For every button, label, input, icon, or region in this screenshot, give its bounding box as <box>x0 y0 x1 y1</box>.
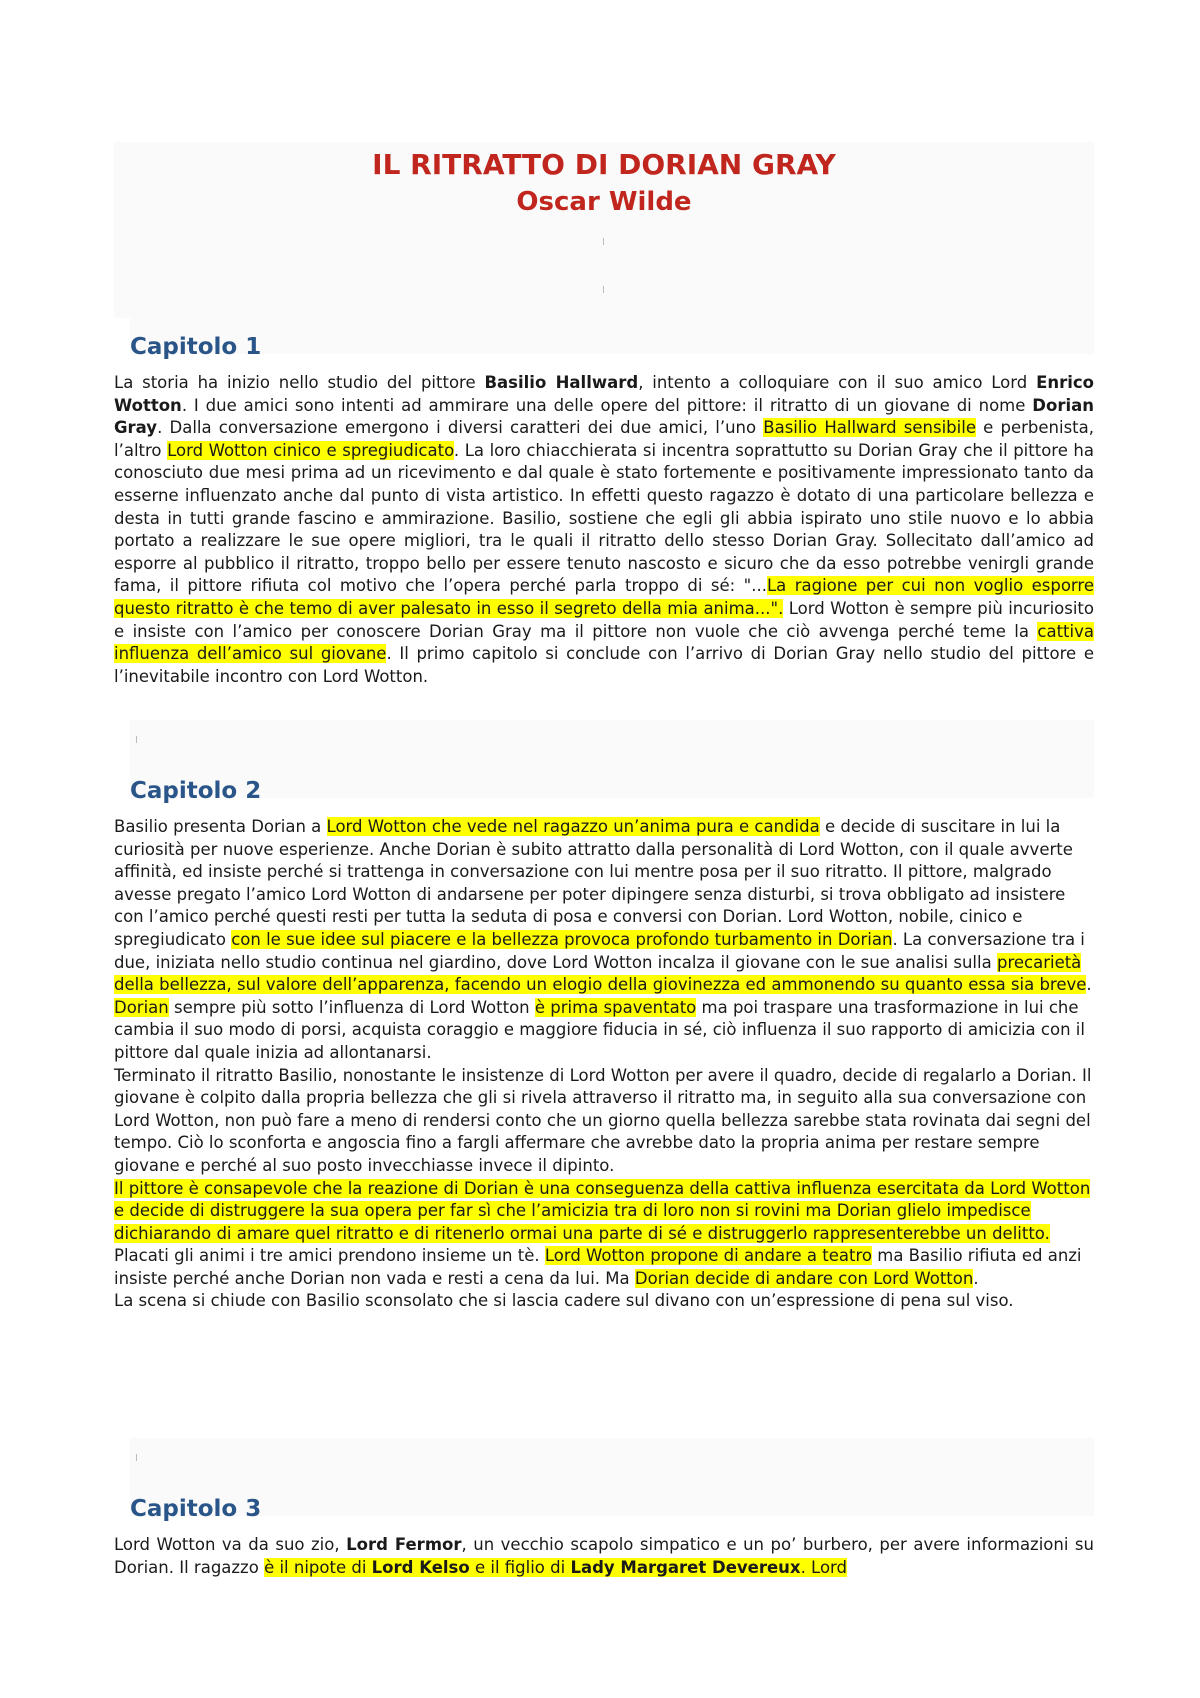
title-block <box>114 142 1094 318</box>
highlighted-text: precarietà della bellezza, sul valore dell’apparenza, facendo un elogio della giovinezza ed ammonendo su quanto essa sia breve <box>114 952 1087 995</box>
text-run: Placati gli animi i tre amici prendono insieme un tè. <box>114 1246 545 1266</box>
heading-band <box>130 1480 1094 1516</box>
bold-name: Basilio Hallward <box>484 373 639 392</box>
highlighted-text: Lord Wotton propone di andare a teatro <box>544 1246 872 1266</box>
document-title: IL RITRATTO DI DORIAN GRAY <box>372 148 836 181</box>
highlighted-text: Lord Wotton che vede nel ragazzo un’anima pura e candida <box>326 817 820 836</box>
highlighted-text: e il figlio di <box>469 1557 571 1577</box>
text-run: ma Basilio rifiuta ed anzi insiste perché anche Dorian non vada e resti a cena da lui. Ma <box>114 1246 1082 1288</box>
highlighted-text: è prima spaventato <box>534 997 697 1017</box>
heading-band <box>130 762 1094 798</box>
highlighted-text: Basilio Hallward sensibile <box>763 418 976 438</box>
highlighted-text: cattiva influenza dell’amico sul giovane <box>114 621 1094 664</box>
spacer-mark <box>136 1454 137 1461</box>
text-run: . <box>973 1268 979 1288</box>
text-run: e decide di suscitare in lui la curiosità per nuove esperienze. Anche Dorian è subito attratto dalla personalità di Lord Wotton, con il quale avverte affinità, ed insiste perché si trattenga in conversazione con lui mentre posa per il suo ritratto. Il pittore, malgrado avesse pregato l’amico Lord Wotton di andarsene per poter dipingere senza disturbi, si trova obbligato ad insistere con l’amico perché questi resti per tutta la seduta di posa e conversi con Dorian. Lord Wotton, nobile, cinico e spregiudicato <box>114 817 1073 949</box>
text-run: . Dalla conversazione emergono i diversi caratteri dei due amici, l’uno <box>157 418 764 438</box>
text-run: . Il primo capitolo si conclude con l’arrivo di Dorian Gray nello studio del pittore e l’inevitabile incontro con Lord Wotton. <box>114 644 1094 686</box>
chapter-text <box>114 816 1094 1313</box>
text-run: ma poi traspare una trasformazione in lui che cambia il suo modo di porsi, acquista coraggio e maggiore fiducia in sé, ciò influenza il suo rapporto di amicizia con il pittore dal quale inizia ad allontanarsi. <box>114 997 1085 1062</box>
section-spacer <box>130 720 1094 762</box>
text-run: Basilio presenta Dorian a <box>114 817 327 836</box>
chapter-heading: Capitolo 2 <box>130 778 262 804</box>
bold-name: Enrico Wotton <box>114 373 1094 415</box>
text-run: . I due amici sono intenti ad ammirare una delle opere del pittore: il ritratto di un giovane di nome <box>181 395 1033 415</box>
highlighted-text: Lord Wotton cinico e spregiudicato <box>167 440 454 460</box>
highlighted-text: Il pittore è consapevole che la reazione di Dorian è una conseguenza della cattiva influenza esercitata da Lord Wotton e decide di distruggere la sua opera per far sì che l’amicizia tra di loro non si rovini ma Dorian glielo impedisce dichiarando di amare quel ritratto e di ritenerlo ormai una parte di sé e distruggerlo rappresenterebbe un delitto. <box>114 1178 1091 1243</box>
text-run: , intento a colloquiare con il suo amico Lord <box>638 373 1037 392</box>
spacer-mark <box>136 736 137 743</box>
text-run: . <box>1086 975 1092 995</box>
document-author: Oscar Wilde <box>516 187 692 217</box>
highlighted-text: è il nipote di <box>264 1557 372 1577</box>
text-run: La storia ha inizio nello studio del pittore <box>114 373 485 392</box>
text-run: La scena si chiude con Basilio sconsolato che si lascia cadere sul divano con un’espressione di pena sul viso. <box>114 1291 1014 1311</box>
highlighted-text: Dorian <box>114 997 169 1017</box>
text-run: , un vecchio scapolo simpatico e un po’ burbero, per avere informazioni su Dorian. Il ragazzo <box>114 1535 1094 1577</box>
chapter-heading: Capitolo 1 <box>130 334 262 360</box>
bold-name: Lord Fermor <box>346 1535 462 1554</box>
highlighted-text: . Lord <box>800 1557 848 1577</box>
text-run: Lord Wotton è sempre più incuriosito e insiste con l’amico per conoscere Dorian Gray ma il pittore non vuole che ciò avvenga perché teme la <box>114 598 1095 641</box>
chapter-text <box>114 372 1094 688</box>
text-run: Terminato il ritratto Basilio, nonostante le insistenze di Lord Wotton per avere il quadro, decide di regalarlo a Dorian. Il giovane è colpito dalla propria bellezza che gli si rivela attraverso il ritratto ma, in seguito alla sua conversazione con Lord Wotton, non può fare a meno di rendersi conto che un giorno quella bellezza sarebbe stata rovinata dai segni del tempo. Ciò lo sconforta e angoscia fino a fargli affermare che avrebbe dato la propria anima per restare sempre giovane e perché al suo posto invecchiasse invece il dipinto. <box>114 1065 1092 1175</box>
bold-name: Dorian Gray <box>114 395 1094 438</box>
highlighted-text: con le sue idee sul piacere e la bellezza provoca profondo turbamento in Dorian <box>231 929 893 949</box>
text-run: Lord Wotton va da suo zio, <box>114 1535 347 1554</box>
section-spacer <box>130 1438 1094 1480</box>
highlighted-text: La ragione per cui non voglio esporre questo ritratto è che temo di aver palesato in esso il segreto della mia anima...". <box>114 576 1094 618</box>
text-run: e perbenista, l’altro <box>114 418 1094 460</box>
chapter-heading: Capitolo 3 <box>130 1496 262 1522</box>
highlighted-text: Dorian decide di andare con Lord Wotton <box>634 1268 974 1288</box>
text-run: . La loro chiacchierata si incentra soprattutto su Dorian Gray che il pittore ha conosciuto due mesi prima ad un ricevimento e dal quale è stato fortemente e positivamente impressionato tanto da esserne influenzato anche dal punto di vista artistico. In effetti questo ragazzo è dotato di una particolare bellezza e desta in tutti grande fascino e ammirazione. Basilio, sostiene che egli gli abbia ispirato uno stile nuovo e lo abbia portato a realizzare le sue opere migliori, tra le quali il ritratto dello stesso Dorian Gray. Sollecitato dall’amico ad esporre al pubblico il ritratto, troppo bello per essere tenuto nascosto e sicuro che da esso potrebbe venirgli grande fama, il pittore rifiuta col motivo che l’opera perché parla troppo di sé: "... <box>114 440 1094 596</box>
spacer-mark <box>603 286 604 293</box>
highlighted-text: Lord Kelso <box>371 1557 470 1577</box>
heading-band <box>130 318 1094 354</box>
spacer-mark <box>603 238 604 245</box>
chapter-text <box>114 1534 1094 1579</box>
text-run: . La conversazione tra i due, iniziata nello studio continua nel giardino, dove Lord Wotton incalza il giovane con le sue analisi sulla <box>114 929 1085 972</box>
highlighted-text: Lady Margaret Devereux <box>570 1557 801 1577</box>
text-run: sempre più sotto l’influenza di Lord Wotton <box>168 997 535 1017</box>
